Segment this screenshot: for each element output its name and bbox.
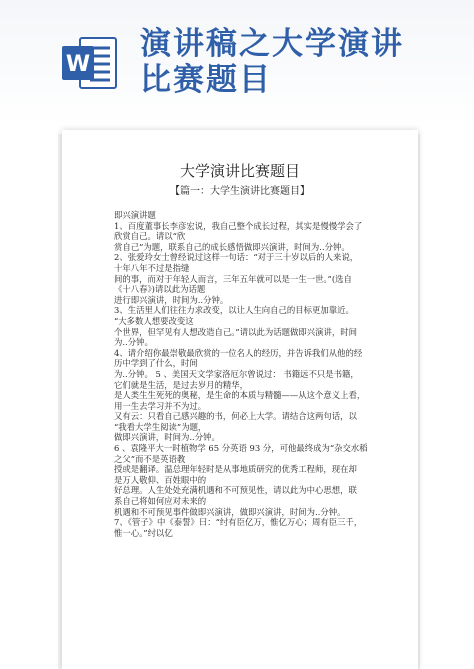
body-line: 它们就是生活，是过去岁月的精华， [114, 379, 248, 390]
document-subtitle: 【篇一：大学生演讲比赛题目】 [170, 186, 310, 197]
body-line: 历中学到了什么，时间 [114, 358, 198, 369]
document-title: 大学演讲比赛题目 [179, 162, 300, 180]
body-line: 又有云：只看自己感兴趣的书，何必上大学。请结合这两句话，以 [114, 411, 357, 422]
body-line: 1、百度董事长李彦宏说，我自己整个成长过程，其实是慢慢学会了 [114, 220, 363, 231]
banner-title-line1: 演讲稿之大学演讲 [140, 26, 404, 62]
body-line: “大多数人想要改变这 [114, 315, 194, 326]
body-line: 惟一心。”纣以亿 [114, 527, 173, 538]
body-line: 授或是翻译。温总理年轻时是从事地质研究的优秀工程师，现在却 [114, 464, 357, 475]
body-line: 机遇和不可预见事件做即兴演讲，做即兴演讲，时间为..分钟。 [114, 506, 346, 517]
body-line: 十年八年不过是指缝 [114, 262, 190, 273]
body-line: 3、生活里人们往往力求改变，以让人生向自己的目标更加靠近。 [114, 305, 354, 316]
body-line: 是万人敬仰、百姓眼中的 [114, 474, 207, 485]
body-line: 好总理。人生处处充满机遇和不可预见性，请以此为中心思想，联 [114, 485, 357, 496]
body-line: 即兴演讲题 [114, 210, 156, 220]
body-line: 间的事，而对于年轻人而言，三年五年就可以是一生一世。”(选自 [114, 273, 352, 284]
document-body [114, 210, 404, 538]
document-page [62, 130, 418, 669]
banner-title-line2: 比赛题目 [140, 62, 272, 98]
logo-letter: W [65, 52, 91, 77]
body-line: 2、张爱玲女士曾经说过这样一句话：“对于三十岁以后的人来说， [114, 252, 359, 263]
body-line: 是人类生生死死的奥秘，是生命的本质与精髓——从这个意义上看， [114, 390, 366, 401]
body-line: 赏自己”为题，联系自己的成长感悟做即兴演讲，时间为..分钟。 [114, 241, 350, 252]
body-line: 4、请介绍你最崇敬最欣赏的一位名人的经历，并告诉我们从他的经 [114, 347, 363, 358]
body-line: 用一生去学习并不为过。 [114, 400, 207, 411]
body-line: 《十八春》)请以此为话题 [114, 284, 206, 295]
body-line: 6 、袁隆平大一时植物学 65 分英语 93 分，可他最终成为“杂交水稻 [114, 443, 368, 454]
body-line: 做即兴演讲，时间为..分钟。 [114, 432, 220, 443]
body-line: 欣赏自己。请以“欣 [114, 231, 186, 242]
body-line: “我看大学生阅读”为题， [114, 421, 207, 432]
body-line: 系自己将如何应对未来的 [114, 496, 207, 507]
header-banner [0, 0, 474, 125]
body-line: 7、《管子》中《泰誓》曰：“纣有臣亿万，惟亿万心；周有臣三千， [114, 517, 363, 528]
body-line: 为..分钟。 5 、美国天文学家洛厄尔曾说过： 书籍远不只是书籍， [114, 368, 359, 379]
body-line: 进行即兴演讲，时间为..分钟。 [114, 294, 229, 305]
body-line: 个世界，但罕见有人想改造自己。”请以此为话题做即兴演讲，时间 [114, 326, 357, 337]
body-line: 之父”而不是英语教 [114, 453, 186, 464]
body-line: 为..分钟。 [114, 337, 153, 348]
word-document-icon [60, 32, 118, 94]
